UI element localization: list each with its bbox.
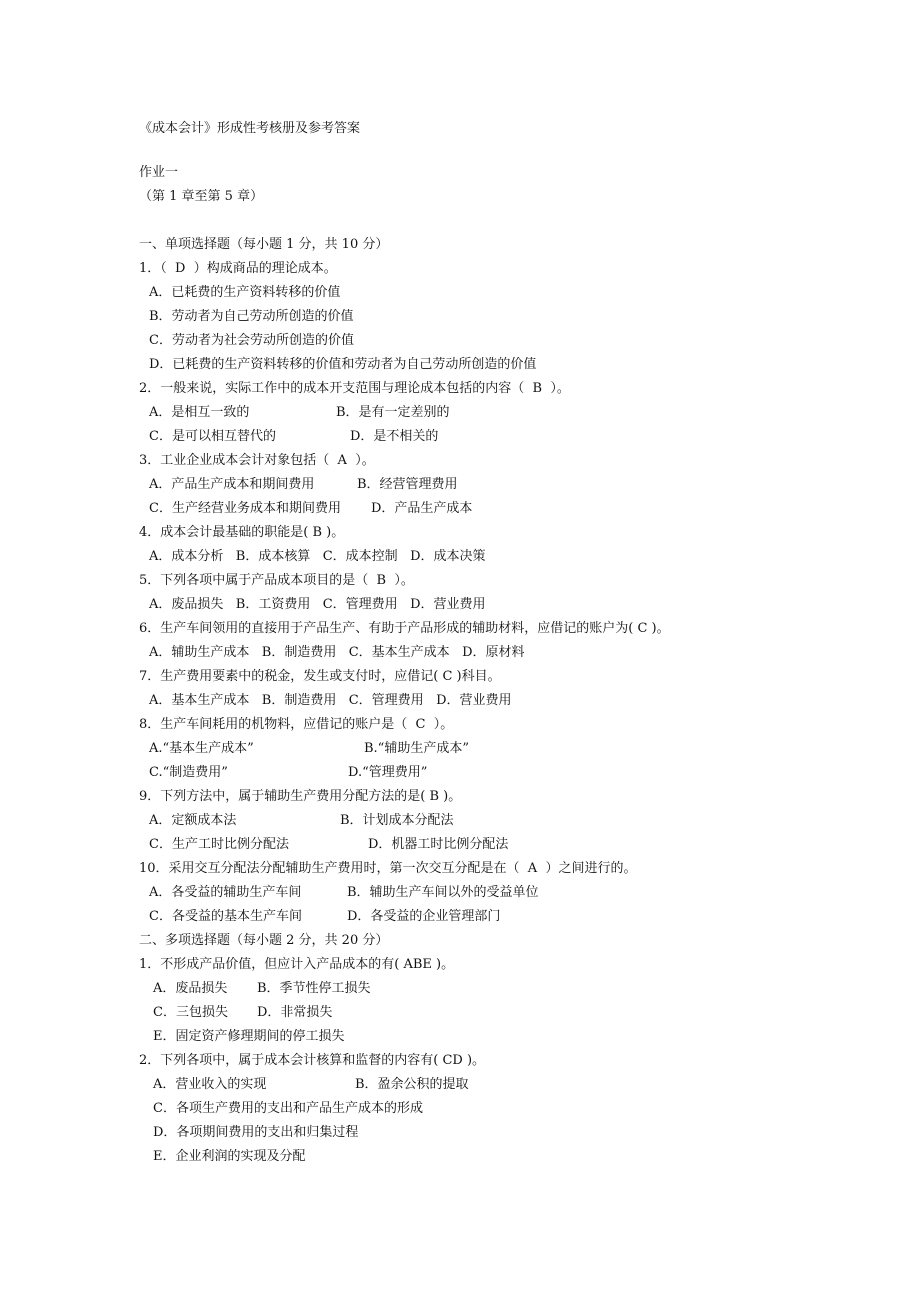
question-1-option-d: D．已耗费的生产资料转移的价值和劳动者为自己劳动所创造的价值 bbox=[149, 357, 537, 372]
question-5-options: A．废品损失 B．工资费用 C．管理费用 D．营业费用 bbox=[149, 597, 486, 612]
question-6: 6．生产车间领用的直接用于产品生产、有助于产品形成的辅助材料，应借记的账户为( C )。 bbox=[139, 621, 670, 636]
question-8-option-c: C.“制造费用” bbox=[149, 765, 228, 780]
mc-question-2: 2．下列各项中，属于成本会计核算和监督的内容有( CD )。 bbox=[139, 1053, 486, 1068]
question-3-option-a: A．产品生产成本和期间费用 bbox=[149, 477, 315, 492]
chapter-range: （第 1 章至第 5 章） bbox=[139, 189, 264, 204]
document-title: 《成本会计》形成性考核册及参考答案 bbox=[139, 121, 361, 136]
question-3-option-b: B．经营管理费用 bbox=[357, 477, 458, 492]
question-5: 5．下列各项中属于产品成本项目的是（ B ）。 bbox=[139, 573, 414, 588]
question-10-option-a: A．各受益的辅助生产车间 bbox=[149, 885, 302, 900]
question-1: 1．（ D ）构成商品的理论成本。 bbox=[139, 261, 337, 276]
mc-question-1-option-e: E．固定资产修理期间的停工损失 bbox=[153, 1029, 345, 1044]
question-3-option-d: D．产品生产成本 bbox=[371, 501, 473, 516]
question-1-option-b: B．劳动者为自己劳动所创造的价值 bbox=[149, 309, 354, 324]
mc-question-2-option-e: E．企业利润的实现及分配 bbox=[153, 1149, 306, 1164]
question-1-option-c: C．劳动者为社会劳动所创造的价值 bbox=[149, 333, 354, 348]
question-1-option-a: A．已耗费的生产资料转移的价值 bbox=[149, 285, 341, 300]
mc-question-2-option-d: D．各项期间费用的支出和归集过程 bbox=[153, 1125, 359, 1140]
question-9-option-c: C．生产工时比例分配法 bbox=[149, 837, 289, 852]
question-8-option-b: B.“辅助生产成本” bbox=[364, 741, 469, 756]
question-10: 10．采用交互分配法分配辅助生产费用时，第一次交互分配是在（ A ）之间进行的。 bbox=[139, 861, 637, 876]
question-3-option-c: C．生产经营业务成本和期间费用 bbox=[149, 501, 341, 516]
mc-question-1: 1．不形成产品价值，但应计入产品成本的有( ABE )。 bbox=[139, 957, 455, 972]
question-4: 4．成本会计最基础的职能是( B )。 bbox=[139, 525, 345, 540]
question-9-option-d: D．机器工时比例分配法 bbox=[368, 837, 509, 852]
question-3: 3．工业企业成本会计对象包括（ A ）。 bbox=[139, 453, 375, 468]
question-6-options: A．辅助生产成本 B．制造费用 C．基本生产成本 D．原材料 bbox=[149, 645, 525, 660]
question-8: 8．生产车间耗用的机物料，应借记的账户是（ C ）。 bbox=[139, 717, 454, 732]
question-7: 7．生产费用要素中的税金，发生或支付时，应借记( C )科目。 bbox=[139, 669, 501, 684]
question-8-option-a: A.“基本生产成本” bbox=[149, 741, 254, 756]
question-2-option-d: D．是不相关的 bbox=[350, 429, 439, 444]
mc-question-1-option-b: B．季节性停工损失 bbox=[257, 981, 371, 996]
question-2-option-a: A．是相互一致的 bbox=[149, 405, 250, 420]
mc-question-1-option-c: C．三包损失 bbox=[153, 1005, 228, 1020]
question-2-option-b: B．是有一定差别的 bbox=[336, 405, 450, 420]
assignment-title: 作业一 bbox=[139, 165, 179, 180]
section-heading-multiple-choice: 二、多项选择题（每小题 2 分，共 20 分） bbox=[139, 933, 389, 948]
question-9-option-a: A．定额成本法 bbox=[149, 813, 237, 828]
mc-question-1-option-d: D．非常损失 bbox=[257, 1005, 333, 1020]
question-10-option-d: D．各受益的企业管理部门 bbox=[347, 909, 501, 924]
question-9: 9．下列方法中，属于辅助生产费用分配方法的是( B )。 bbox=[139, 789, 462, 804]
mc-question-2-option-b: B．盈余公积的提取 bbox=[355, 1077, 469, 1092]
mc-question-2-option-c: C．各项生产费用的支出和产品生产成本的形成 bbox=[153, 1101, 423, 1116]
question-2-option-c: C．是可以相互替代的 bbox=[149, 429, 276, 444]
question-4-options: A．成本分析 B．成本核算 C．成本控制 D．成本决策 bbox=[149, 549, 486, 564]
question-7-options: A．基本生产成本 B．制造费用 C．管理费用 D．营业费用 bbox=[149, 693, 512, 708]
question-10-option-c: C．各受益的基本生产车间 bbox=[149, 909, 302, 924]
mc-question-1-option-a: A．废品损失 bbox=[153, 981, 228, 996]
question-10-option-b: B．辅助生产车间以外的受益单位 bbox=[347, 885, 539, 900]
section-heading-single-choice: 一、单项选择题（每小题 1 分，共 10 分） bbox=[139, 237, 389, 252]
mc-question-2-option-a: A．营业收入的实现 bbox=[153, 1077, 267, 1092]
question-9-option-b: B．计划成本分配法 bbox=[340, 813, 454, 828]
question-8-option-d: D.“管理费用” bbox=[348, 765, 428, 780]
question-2: 2．一般来说，实际工作中的成本开支范围与理论成本包括的内容（ B ）。 bbox=[139, 381, 570, 396]
